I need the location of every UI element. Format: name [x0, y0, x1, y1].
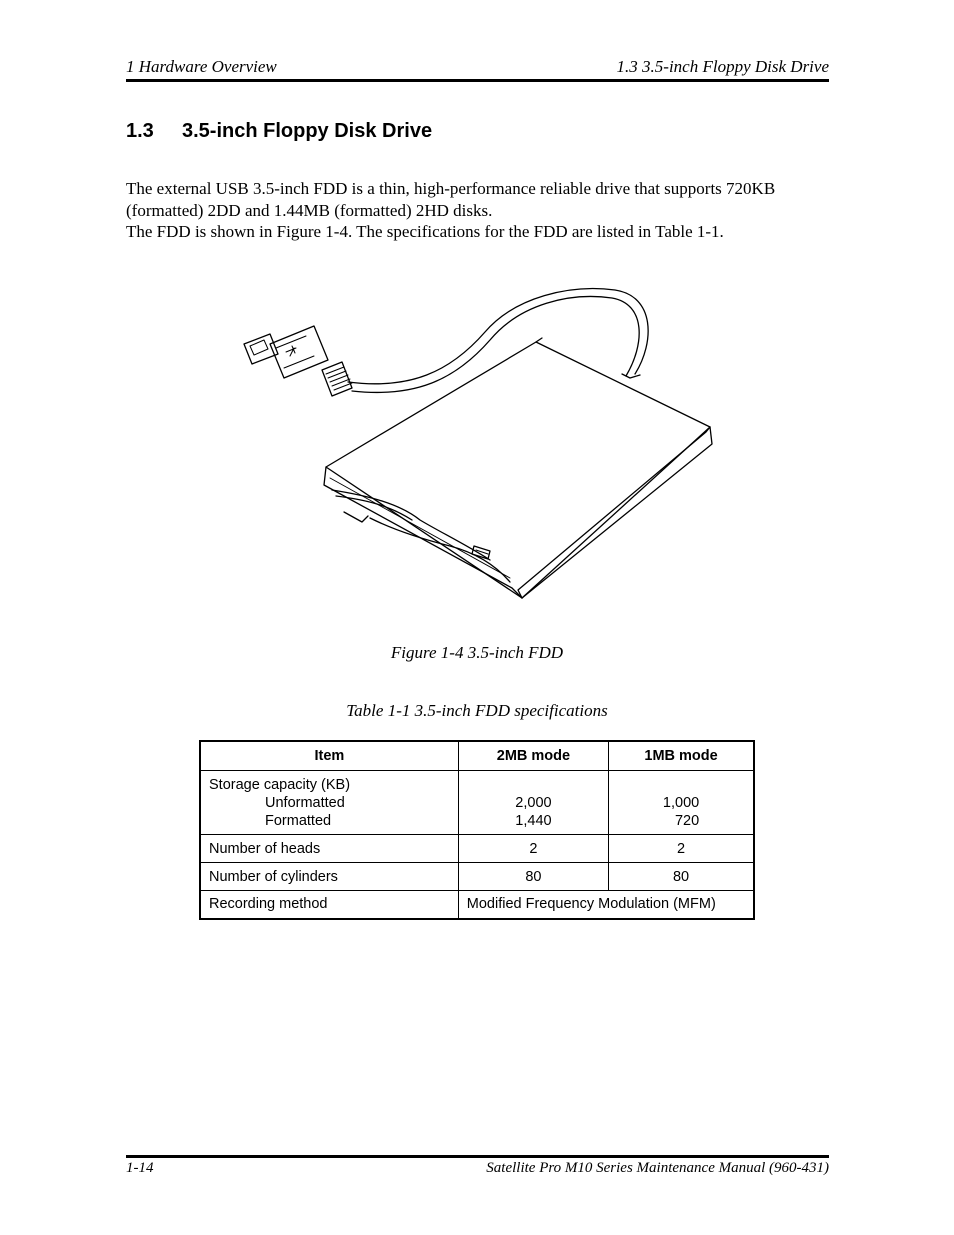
page-header [126, 57, 829, 79]
cylinders-label: Number of cylinders [200, 863, 458, 891]
storage-1mb-formatted: 720 [674, 812, 700, 829]
cylinders-1mb: 80 [609, 863, 754, 891]
cylinders-2mb: 80 [458, 863, 608, 891]
footer-rule [126, 1155, 829, 1158]
recording-value: Modified Frequency Modulation (MFM) [458, 891, 754, 919]
header-1mb: 1MB mode [609, 741, 754, 771]
header-2mb: 2MB mode [458, 741, 608, 771]
section-number: 1.3 [126, 120, 154, 142]
spec-table [199, 740, 755, 920]
section-heading [126, 120, 432, 143]
heads-2mb: 2 [458, 835, 608, 863]
heads-label: Number of heads [200, 835, 458, 863]
storage-label-cell [200, 771, 458, 835]
storage-1mb-cell [609, 771, 754, 835]
storage-sub-unformatted: Unformatted [265, 794, 345, 811]
storage-2mb-formatted: 1,440 [515, 812, 552, 829]
table-caption: Table 1-1 3.5-inch FDD specifications [346, 701, 608, 720]
paragraph: The external USB 3.5-inch FDD is a thin, high-performance reliable drive that supports 720KB (formatted) 2DD and 1.44MB (formatted) 2HD disks. [126, 179, 776, 220]
storage-2mb-unformatted: 2,000 [515, 794, 552, 811]
storage-label: Storage capacity (KB) [209, 776, 351, 793]
table-row [200, 891, 754, 919]
section-title: 3.5-inch Floppy Disk Drive [182, 120, 433, 142]
heads-1mb: 2 [609, 835, 754, 863]
storage-1mb-unformatted: 1,000 [662, 794, 700, 811]
table-row [200, 835, 754, 863]
fdd-illustration [240, 282, 715, 604]
storage-sub-formatted: Formatted [265, 812, 332, 829]
header-item: Item [200, 741, 458, 771]
recording-label: Recording method [200, 891, 458, 919]
header-section: 1.3 3.5-inch Floppy Disk Drive [616, 57, 829, 76]
header-chapter: 1 Hardware Overview [126, 57, 277, 76]
manual-title: Satellite Pro M10 Series Maintenance Manual (960-431) [486, 1160, 829, 1176]
body-text [126, 178, 826, 243]
page-number: 1-14 [126, 1160, 154, 1176]
drive-body [324, 338, 712, 598]
table-row [200, 863, 754, 891]
usb-connector [244, 326, 352, 396]
figure-caption: Figure 1-4 3.5-inch FDD [390, 643, 564, 662]
table-row [200, 771, 754, 835]
header-rule [126, 79, 829, 82]
table-header-row [200, 741, 754, 771]
storage-2mb-cell [458, 771, 608, 835]
paragraph: The FDD is shown in Figure 1-4. The specifications for the FDD are listed in Table 1-1. [126, 222, 724, 241]
